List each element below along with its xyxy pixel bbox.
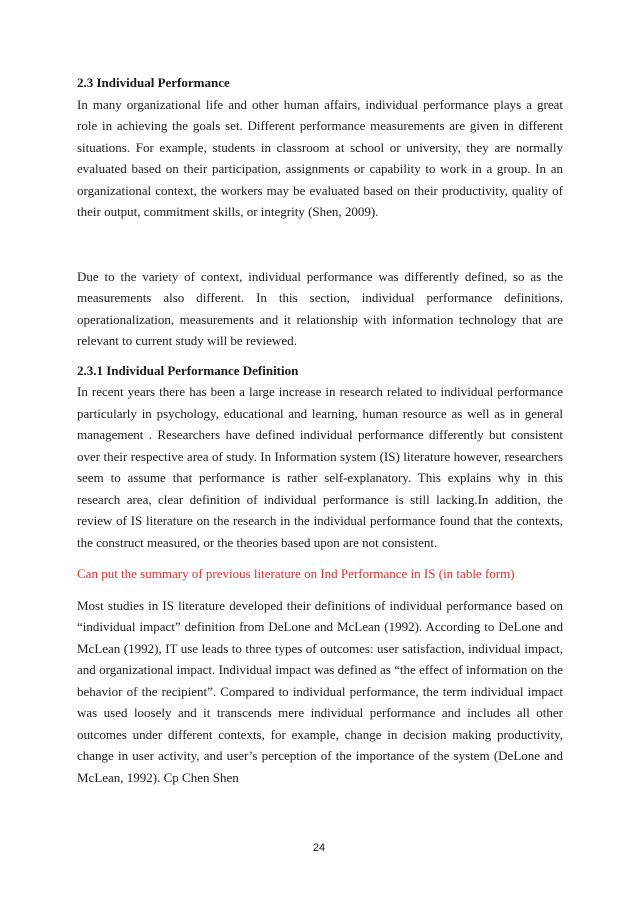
section-spacer [77,352,563,360]
paragraph-spacer [77,585,563,595]
document-page [77,72,563,788]
section-heading-2-3: 2.3 Individual Performance [77,75,230,90]
section-heading-2-3-1: 2.3.1 Individual Performance Definition [77,362,299,378]
editor-note: Can put the summary of previous literature on Ind Performance in IS (in table form) [77,566,515,581]
paragraph-spacer [77,223,563,266]
paragraph-delone-mclean: Most studies in IS literature developed their definitions of individual performance based on “individual impact” definition from DeLone and McLean (1992). According to DeLone and McLean (1992), IT use leads to three types of outcomes: user satisfaction, individual impact, and organizational impact. Individual impact was defined as “the effect of information on the behavior of the recipient”. Compared to individual performance, the term individual impact was used loosely and it transcends mere individual performance and includes all other outcomes under different contexts, for example, change in decision making productivity, change in user activity, and user’s perception of the importance of the system (DeLone and McLean, 1992). Cp Chen Shen [77,597,563,785]
paragraph-individual-performance-intro: In many organizational life and other human affairs, individual performance plays a great role in achieving the goals set. Different performance measurements are given in different situations. For example, students in classroom at school or university, they are normally evaluated based on their participation, assignments or capability to work in a group. In an organizational context, the workers may be evaluated based on their productivity, quality of their output, commitment skills, or integrity (Shen, 2009). [77,96,563,219]
page-number: 24 [312,842,326,854]
paragraph-definition-research: In recent years there has been a large increase in research related to individual performance particularly in psychology, educational and learning, human resource as well as in general management . Researchers have defined individual performance differently but consistent over their respective area of study. In Information system (IS) literature however, researchers seem to assume that performance is rather self-explanatory. This explains why in this research area, clear definition of individual performance is still lacking.In addition, the review of IS literature on the research in the individual performance found that the contexts, the construct measured, or the theories based upon are not consistent. [77,384,563,550]
paragraph-spacer [77,553,563,563]
paragraph-variety-of-context: Due to the variety of context, individual performance was differently defined, so as the measurements also different. In this section, individual performance definitions, operationalization, measurements and it relationship with information technology that are relevant to current study will be reviewed. [77,268,563,348]
